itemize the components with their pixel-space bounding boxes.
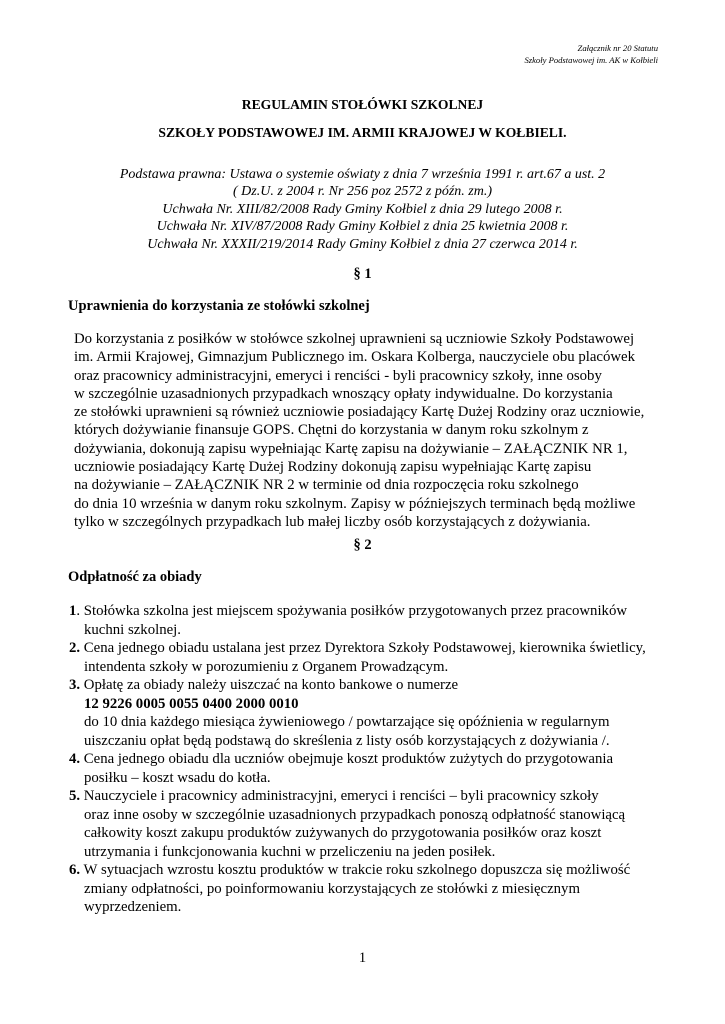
legal-basis-line: Uchwała Nr. XIV/87/2008 Rady Gminy Kołbiel z dnia 25 kwietnia 2008 r. bbox=[156, 219, 569, 235]
list-item bbox=[69, 602, 699, 621]
section-1-paragraph bbox=[74, 330, 684, 531]
item-text: Cena jednego obiadu dla uczniów obejmuje koszt produktów zużytych do przygotowania bbox=[80, 751, 614, 767]
list-item bbox=[69, 750, 699, 769]
paragraph-line: ze stołówki uprawnieni są również uczniowie posiadający Kartę Dużej Rodziny oraz uczniowie, bbox=[74, 404, 645, 421]
page-number: 1 bbox=[358, 950, 367, 966]
legal-basis-line: Uchwała Nr. XXXII/219/2014 Rady Gminy Kołbiel z dnia 27 czerwca 2014 r. bbox=[147, 236, 578, 252]
item-text: Opłatę za obiady należy uiszczać na konto bankowe o numerze bbox=[80, 677, 459, 693]
document-title-line-2: SZKOŁY PODSTAWOWEJ IM. ARMII KRAJOWEJ W KOŁBIELI. bbox=[158, 125, 567, 140]
item-number: 4. bbox=[69, 751, 81, 767]
item-text-continued: wyprzedzeniem. bbox=[84, 899, 182, 915]
bank-account-number: 12 9226 0005 0055 0400 2000 0010 bbox=[84, 695, 299, 712]
legal-basis bbox=[60, 166, 665, 253]
annex-line-2: Szkoły Podstawowej im. AK w Kołbieli bbox=[524, 55, 658, 65]
item-text-continued: intendenta szkoły w porozumieniu z Organem Prowadzącym. bbox=[84, 658, 449, 675]
paragraph-line: dożywiania, dokonują zapisu wypełniając Kartę zapisu na dożywianie – ZAŁĄCZNIK NR 1, bbox=[74, 440, 628, 457]
item-text-continued: zmiany odpłatności, po poinformowaniu korzystających ze stołówki z miesięcznym bbox=[84, 880, 580, 897]
section-1-heading: Uprawnienia do korzystania ze stołówki szkolnej bbox=[68, 298, 370, 314]
paragraph-line: do dnia 10 września w danym roku szkolnym. Zapisy w późniejszych terminach będą możliwe bbox=[74, 495, 636, 512]
annex-note bbox=[358, 42, 658, 66]
paragraph-line: Do korzystania z posiłków w stołówce szkolnej uprawnieni są uczniowie Szkoły Podstawowej bbox=[74, 331, 635, 347]
paragraph-line: im. Armii Krajowej, Gimnazjum Publicznego im. Oskara Kolberga, nauczyciele obu placówek bbox=[74, 349, 636, 366]
paragraph-line: w szczególnie uzasadnionych przypadkach wnoszący opłaty indywidualne. Do korzystania bbox=[74, 385, 613, 402]
annex-line-1: Załącznik nr 20 Statutu bbox=[577, 43, 658, 53]
item-text-continued: utrzymania i funkcjonowania kuchni w przeliczeniu na jeden posiłek. bbox=[84, 843, 496, 860]
item-text-continued: posiłku – koszt wsadu do kotła. bbox=[84, 769, 271, 786]
section-2-symbol: § 2 bbox=[353, 537, 372, 553]
item-text-continued: uiszczaniu opłat będą podstawą do skreślenia z listy osób korzystających z dożywiania /. bbox=[84, 732, 610, 749]
item-text: Cena jednego obiadu ustalana jest przez Dyrektora Szkoły Podstawowej, kierownika świetlicy, bbox=[80, 640, 646, 656]
item-number: 1 bbox=[69, 603, 77, 619]
list-item bbox=[69, 676, 699, 695]
document-title-line-1: REGULAMIN STOŁÓWKI SZKOLNEJ bbox=[241, 97, 484, 112]
item-text: W sytuacjach wzrostu kosztu produktów w trakcie roku szkolnego dopuszcza się możliwość bbox=[80, 862, 631, 878]
section-1-symbol: § 1 bbox=[353, 266, 372, 282]
item-number: 2. bbox=[69, 640, 81, 656]
item-text: . Stołówka szkolna jest miejscem spożywania posiłków przygotowanych przez pracowników bbox=[76, 603, 628, 619]
item-number: 3. bbox=[69, 677, 81, 693]
item-text-continued: kuchni szkolnej. bbox=[84, 621, 181, 638]
paragraph-line: tylko w szczególnych przypadkach lub małej liczby osób korzystających z dożywiania. bbox=[74, 513, 591, 530]
legal-basis-line: Podstawa prawna: Ustawa o systemie oświaty z dnia 7 września 1991 r. art.67 a ust. 2 bbox=[119, 167, 606, 182]
item-number: 6. bbox=[69, 862, 81, 878]
paragraph-line: uczniowie posiadający Kartę Dużej Rodziny dokonują zapisu wypełniając Kartę zapisu bbox=[74, 459, 592, 476]
list-item bbox=[69, 787, 699, 806]
item-text: Nauczyciele i pracownicy administracyjni, emeryci i renciści – byli pracownicy szkoły bbox=[80, 788, 599, 804]
list-item bbox=[69, 639, 699, 658]
item-text-continued: oraz inne osoby w szczególnie uzasadnionych przypadkach ponoszą odpłatność stanowiącą bbox=[84, 806, 626, 823]
legal-basis-line: Uchwała Nr. XIII/82/2008 Rady Gminy Kołbiel z dnia 29 lutego 2008 r. bbox=[162, 201, 563, 217]
legal-basis-line: ( Dz.U. z 2004 r. Nr 256 poz 2572 z późn. zm.) bbox=[232, 184, 493, 200]
item-text-continued: całkowity koszt zakupu produktów zużywanych do przygotowania posiłków oraz koszt bbox=[84, 825, 602, 841]
section-2-heading: Odpłatność za obiady bbox=[68, 569, 202, 585]
paragraph-line: na dożywianie – ZAŁĄCZNIK NR 2 w terminie od dnia rozpoczęcia roku szkolnego bbox=[74, 477, 579, 494]
item-number: 5. bbox=[69, 788, 81, 804]
fees-list bbox=[69, 602, 699, 917]
list-item bbox=[69, 861, 699, 880]
paragraph-line: oraz pracownicy administracyjni, emeryci i renciści - byli pracownicy szkoły, inne osoby bbox=[74, 367, 602, 384]
item-text-continued: do 10 dnia każdego miesiąca żywieniowego / powtarzające się opóźnienia w regularnym bbox=[84, 714, 610, 730]
paragraph-line: których dożywianie finansuje GOPS. Chętni do korzystania w danym roku szkolnym z bbox=[74, 422, 589, 439]
